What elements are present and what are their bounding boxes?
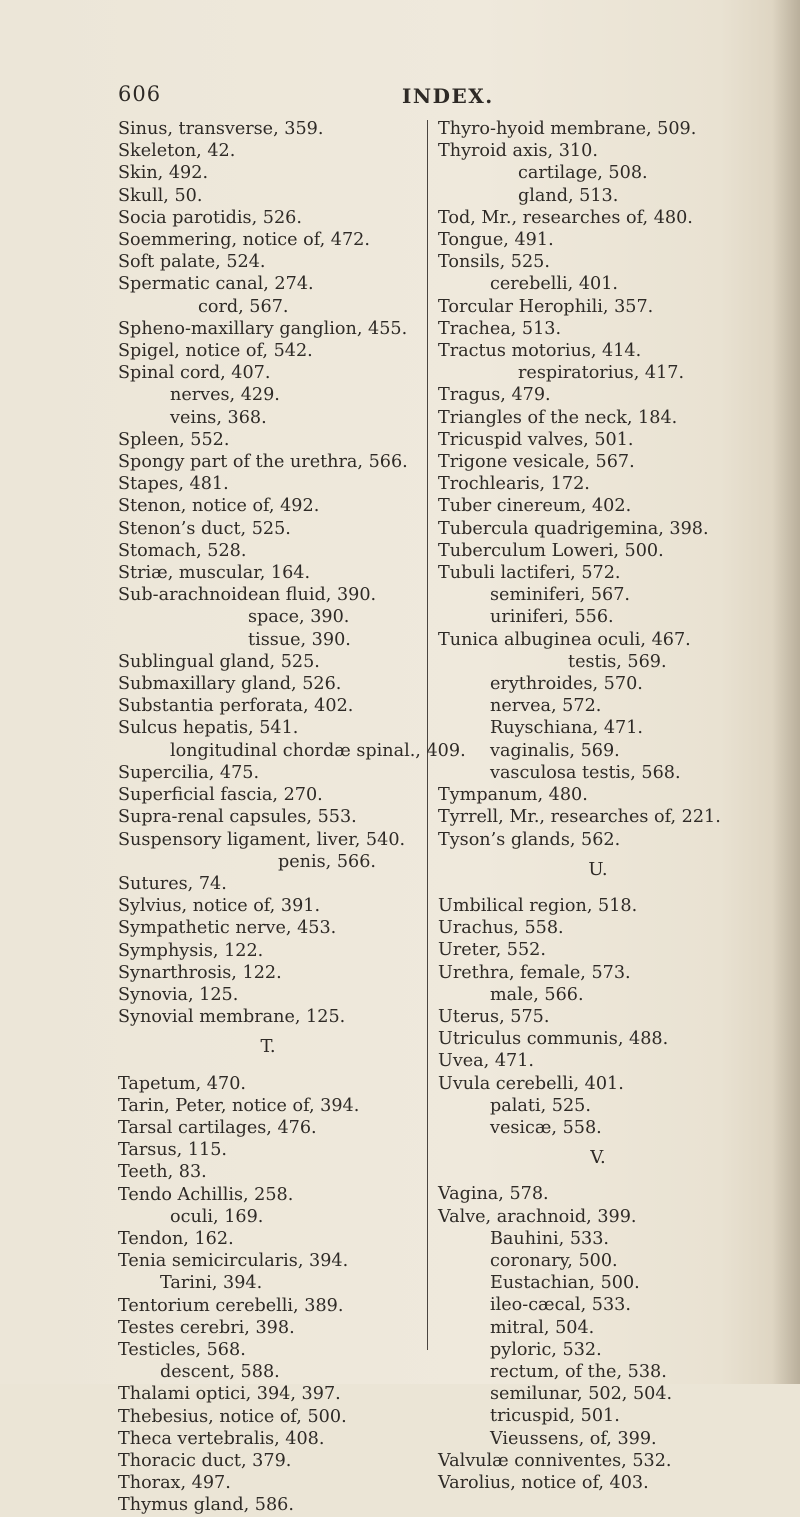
index-entry: Tyrrell, Mr., researches of, 221. — [438, 807, 721, 828]
index-subentry: nervea, 572. — [490, 696, 602, 717]
index-entry: Urethra, female, 573. — [438, 962, 631, 983]
index-subentry: seminiferi, 567. — [490, 585, 631, 606]
right-column — [438, 118, 758, 1494]
index-subentry: Eustachian, 500. — [490, 1273, 640, 1294]
index-entry: Uvea, 471. — [438, 1051, 535, 1072]
index-entry: Urachus, 558. — [438, 918, 564, 939]
index-subentry: veins, 368. — [170, 407, 267, 428]
index-subentry: nerves, 429. — [170, 385, 280, 406]
index-subentry: penis, 566. — [278, 851, 377, 872]
index-entry: Spinal cord, 407. — [118, 363, 271, 384]
index-entry: Supra-renal capsules, 553. — [118, 807, 357, 828]
index-subentry: gland, 513. — [518, 185, 619, 206]
index-subentry: coronary, 500. — [490, 1250, 618, 1271]
running-head: INDEX. — [402, 84, 494, 108]
index-entry: Tendo Achillis, 258. — [118, 1184, 294, 1205]
index-entry: Trochlearis, 172. — [438, 474, 590, 495]
index-subentry: longitudinal chordæ spinal., 409. — [170, 740, 466, 761]
index-entry: Trachea, 513. — [438, 318, 562, 339]
index-entry: Ureter, 552. — [438, 940, 546, 961]
index-entry: Skeleton, 42. — [118, 141, 236, 162]
index-entry: Superficial fascia, 270. — [118, 785, 323, 806]
index-subentry: rectum, of the, 538. — [490, 1361, 667, 1382]
index-entry: Thyroid axis, 310. — [438, 141, 598, 162]
page-edge-shadow — [772, 0, 800, 1384]
section-letter-heading: T. — [260, 1036, 276, 1058]
index-entry: Sinus, transverse, 359. — [118, 119, 324, 139]
index-entry: Trigone vesicale, 567. — [438, 452, 635, 473]
index-entry: Tyson’s glands, 562. — [438, 829, 621, 850]
index-entry: Spermatic canal, 274. — [118, 274, 314, 295]
index-subentry: male, 566. — [490, 984, 584, 1005]
index-entry: Sulcus hepatis, 541. — [118, 718, 299, 739]
index-subentry: oculi, 169. — [170, 1206, 264, 1227]
index-entry: Thymus gland, 586. — [118, 1495, 294, 1516]
index-subentry: mitral, 504. — [490, 1317, 595, 1338]
index-subentry: tissue, 390. — [248, 629, 351, 650]
index-entry: Soft palate, 524. — [118, 252, 266, 273]
index-entry: Tarin, Peter, notice of, 394. — [118, 1095, 360, 1116]
index-entry: Tractus motorius, 414. — [438, 341, 642, 362]
index-entry: Vagina, 578. — [438, 1184, 549, 1205]
index-subentry: testis, 569. — [568, 651, 667, 672]
index-entry: Tuber cinereum, 402. — [438, 496, 632, 517]
index-subentry: cartilage, 508. — [518, 163, 648, 184]
index-subentry: cerebelli, 401. — [490, 274, 619, 295]
index-entry: Thoracic duct, 379. — [118, 1450, 292, 1471]
index-entry: Spheno-maxillary ganglion, 455. — [118, 318, 408, 339]
index-entry: Teeth, 83. — [118, 1162, 207, 1183]
index-entry: Sympathetic nerve, 453. — [118, 918, 337, 939]
index-subentry: semilunar, 502, 504. — [490, 1384, 673, 1405]
index-entry: Thorax, 497. — [118, 1473, 231, 1494]
index-subentry: palati, 525. — [490, 1095, 591, 1116]
index-entry: Valve, arachnoid, 399. — [438, 1206, 637, 1227]
index-subentry: ileo-cæcal, 533. — [490, 1295, 631, 1316]
index-entry: Spigel, notice of, 542. — [118, 341, 313, 362]
index-entry: Sutures, 74. — [118, 873, 227, 894]
page-number: 606 — [118, 82, 162, 106]
index-entry: Tuberculum Loweri, 500. — [438, 540, 664, 561]
index-entry: Spleen, 552. — [118, 429, 230, 450]
index-entry: Tricuspid valves, 501. — [438, 429, 634, 450]
index-entry: Tunica albuginea oculi, 467. — [438, 629, 691, 650]
index-entry: Submaxillary gland, 526. — [118, 674, 342, 695]
section-letter-heading: U. — [588, 858, 608, 880]
index-subentry: descent, 588. — [160, 1362, 280, 1383]
index-subentry: tricuspid, 501. — [490, 1406, 620, 1427]
index-subentry: Vieussens, of, 399. — [490, 1428, 657, 1449]
index-entry: Synovia, 125. — [118, 984, 239, 1005]
index-entry: Substantia perforata, 402. — [118, 696, 354, 717]
index-subentry: cord, 567. — [198, 296, 289, 317]
index-entry: Tongue, 491. — [438, 230, 554, 251]
index-entry: Supercilia, 475. — [118, 762, 260, 783]
index-entry: Triangles of the neck, 184. — [438, 407, 678, 428]
index-entry: Tragus, 479. — [438, 385, 551, 406]
index-entry: Tarsus, 115. — [118, 1140, 228, 1161]
index-entry: Sublingual gland, 525. — [118, 651, 320, 672]
column-divider — [427, 120, 428, 1350]
index-subentry: vaginalis, 569. — [490, 740, 620, 761]
index-entry: Tentorium cerebelli, 389. — [118, 1295, 344, 1316]
index-subentry: Bauhini, 533. — [490, 1228, 610, 1249]
index-entry: Tod, Mr., researches of, 480. — [438, 207, 693, 228]
index-entry: Valvulæ conniventes, 532. — [438, 1450, 672, 1471]
index-entry: Stomach, 528. — [118, 540, 247, 561]
index-entry: Spongy part of the urethra, 566. — [118, 452, 408, 473]
index-entry: Uterus, 575. — [438, 1006, 550, 1027]
index-entry: Tubercula quadrigemina, 398. — [438, 518, 709, 539]
index-entry: Testicles, 568. — [118, 1339, 246, 1360]
index-subentry: pyloric, 532. — [490, 1339, 602, 1360]
index-entry: Thalami optici, 394, 397. — [118, 1384, 341, 1405]
index-subentry: Ruyschiana, 471. — [490, 718, 644, 739]
index-entry: Thyro-hyoid membrane, 509. — [438, 119, 697, 139]
index-subentry: uriniferi, 556. — [490, 607, 614, 628]
index-subentry: Tarini, 394. — [160, 1273, 263, 1294]
index-entry: Striæ, muscular, 164. — [118, 563, 311, 584]
index-entry: Synovial membrane, 125. — [118, 1007, 346, 1028]
index-entry: Synarthrosis, 122. — [118, 962, 282, 983]
index-subentry: vesicæ, 558. — [490, 1117, 602, 1138]
index-entry: Skin, 492. — [118, 163, 209, 184]
index-entry: Tenia semicircularis, 394. — [118, 1251, 349, 1272]
index-subentry: vasculosa testis, 568. — [490, 762, 681, 783]
index-entry: Utriculus communis, 488. — [438, 1029, 669, 1050]
index-entry: Tarsal cartilages, 476. — [118, 1117, 317, 1138]
index-subentry: erythroides, 570. — [490, 674, 643, 695]
index-entry: Stenon, notice of, 492. — [118, 496, 320, 517]
index-entry: Sylvius, notice of, 391. — [118, 896, 321, 917]
section-letter-heading: V. — [590, 1147, 606, 1169]
index-entry: Umbilical region, 518. — [438, 895, 638, 916]
index-subentry: respiratorius, 417. — [518, 363, 685, 384]
index-entry: Soemmering, notice of, 472. — [118, 230, 370, 251]
index-entry: Tympanum, 480. — [438, 785, 588, 806]
index-entry: Tonsils, 525. — [438, 252, 550, 273]
index-entry: Stapes, 481. — [118, 474, 229, 495]
index-entry: Suspensory ligament, liver, 540. — [118, 829, 406, 850]
index-entry: Theca vertebralis, 408. — [118, 1428, 325, 1449]
index-entry: Uvula cerebelli, 401. — [438, 1073, 624, 1094]
index-entry: Testes cerebri, 398. — [118, 1317, 295, 1338]
index-entry: Sub-arachnoidean fluid, 390. — [118, 585, 377, 606]
index-entry: Tubuli lactiferi, 572. — [438, 563, 621, 584]
index-entry: Symphysis, 122. — [118, 940, 264, 961]
index-subentry: space, 390. — [248, 607, 350, 628]
index-entry: Varolius, notice of, 403. — [438, 1472, 649, 1493]
index-entry: Stenon’s duct, 525. — [118, 518, 291, 539]
left-column — [118, 118, 466, 1517]
index-entry: Skull, 50. — [118, 185, 203, 206]
index-entry: Tapetum, 470. — [118, 1073, 246, 1094]
index-entry: Thebesius, notice of, 500. — [118, 1406, 347, 1427]
index-entry: Tendon, 162. — [118, 1228, 234, 1249]
index-entry: Torcular Herophili, 357. — [438, 296, 654, 317]
index-entry: Socia parotidis, 526. — [118, 207, 302, 228]
